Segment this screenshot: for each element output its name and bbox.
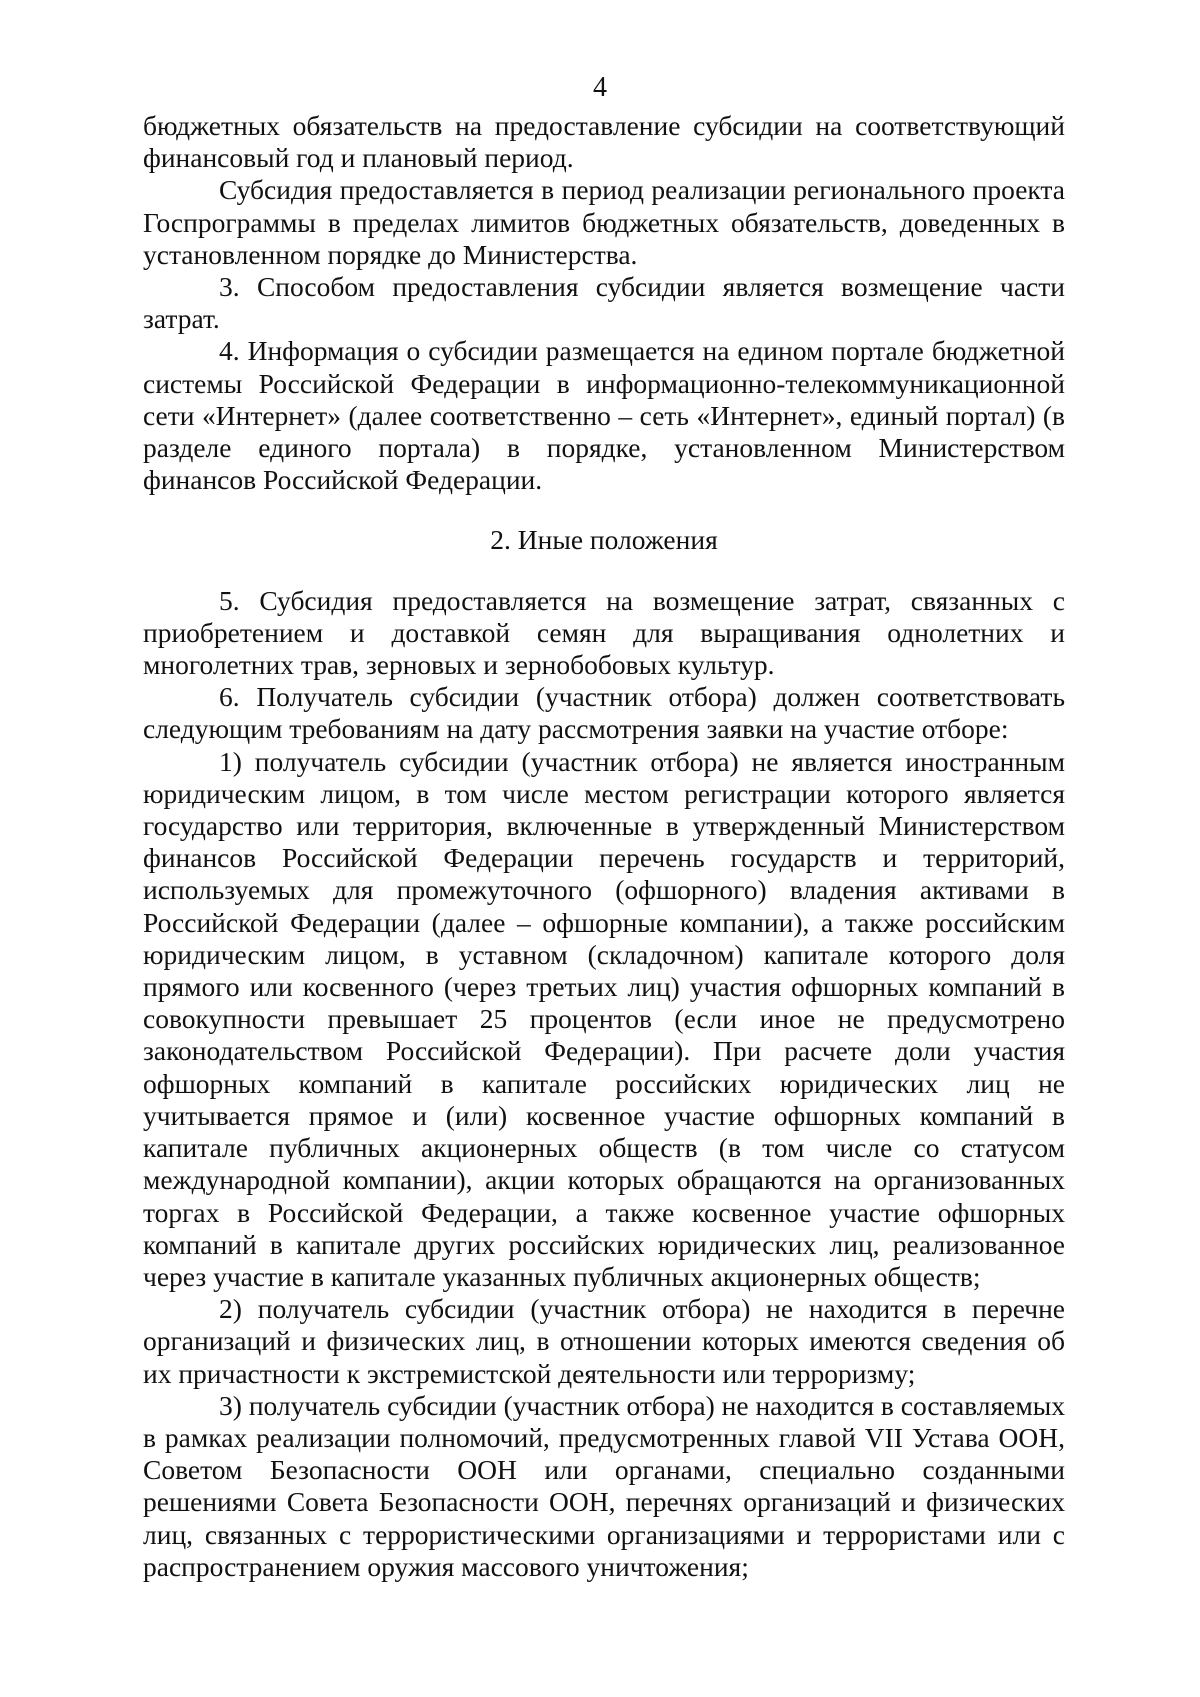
paragraph-5-purpose: 5. Субсидия предоставляется на возмещение затрат, связанных с приобретением и доставкой семян для выращивания однолетних и многолетних трав, зерновых и зернобобовых культур. xyxy=(143,584,1065,681)
paragraph-6-requirements: 6. Получатель субсидии (участник отбора) должен соответствовать следующим требованиям на дату рассмотрения заявки на участие отборе: xyxy=(143,681,1065,745)
page-number: 4 xyxy=(593,72,607,103)
requirement-3-un-lists: 3) получатель субсидии (участник отбора) не находится в составляемых в рамках реализации полномочий, предусмотренных главой VII Устава ООН, Советом Безопасности ООН или органами, специально созданными решениями Совета Безопасности ООН, перечнях организаций и физических лиц, связанных с террористическими организациями и террористами или с распространением оружия массового уничтожения; xyxy=(143,1389,1065,1582)
paragraph-4-information: 4. Информация о субсидии размещается на едином портале бюджетной системы Российской Федерации в информационно-телекоммуникационной сети «Интернет» (далее соответственно – сеть «Интернет», единый портал) (в разделе единого портала) в порядке, установленном Министерством финансов Российской Федерации. xyxy=(143,335,1065,496)
paragraph-budget-obligations-continuation: бюджетных обязательств на предоставление субсидии на соответствующий финансовый год и плановый период. xyxy=(143,110,1065,174)
paragraph-subsidy-period: Субсидия предоставляется в период реализации регионального проекта Госпрограммы в пределах лимитов бюджетных обязательств, доведенных в установленном порядке до Министерства. xyxy=(143,174,1065,270)
requirement-1-foreign-entity: 1) получатель субсидии (участник отбора) не является иностранным юридическим лицом, в том числе местом регистрации которого является государство или территория, включенные в утвержденный Министерством финансов Российской Федерации перечень государств и территорий, используемых для промежуточного (офшорного) владения активами в Российской Федерации (далее – офшорные компании), а также российским юридическим лицом, в уставном (складочном) капитале которого доля прямого или косвенного (через третьих лиц) участия офшорных компаний в совокупности превышает 25 процентов (если иное не предусмотрено законодательством Российской Федерации). При расчете доли участия офшорных компаний в капитале российских юридических лиц не учитывается прямое и (или) косвенное участие офшорных компаний в капитале публичных акционерных обществ (в том числе со статусом международной компании), акции которых обращаются на организованных торгах в Российской Федерации, а также косвенное участие офшорных компаний в капитале других российских юридических лиц, реализованное через участие в капитале указанных публичных акционерных обществ; xyxy=(143,745,1065,1292)
paragraph-3-method: 3. Способом предоставления субсидии является возмещение части затрат. xyxy=(143,271,1065,335)
document-body xyxy=(143,110,1065,1583)
section-heading: 2. Иные положения xyxy=(490,524,718,556)
requirement-2-extremism-list: 2) получатель субсидии (участник отбора) не находится в перечне организаций и физических лиц, в отношении которых имеются сведения об их причастности к экстремистской деятельности или терроризму; xyxy=(143,1293,1065,1389)
